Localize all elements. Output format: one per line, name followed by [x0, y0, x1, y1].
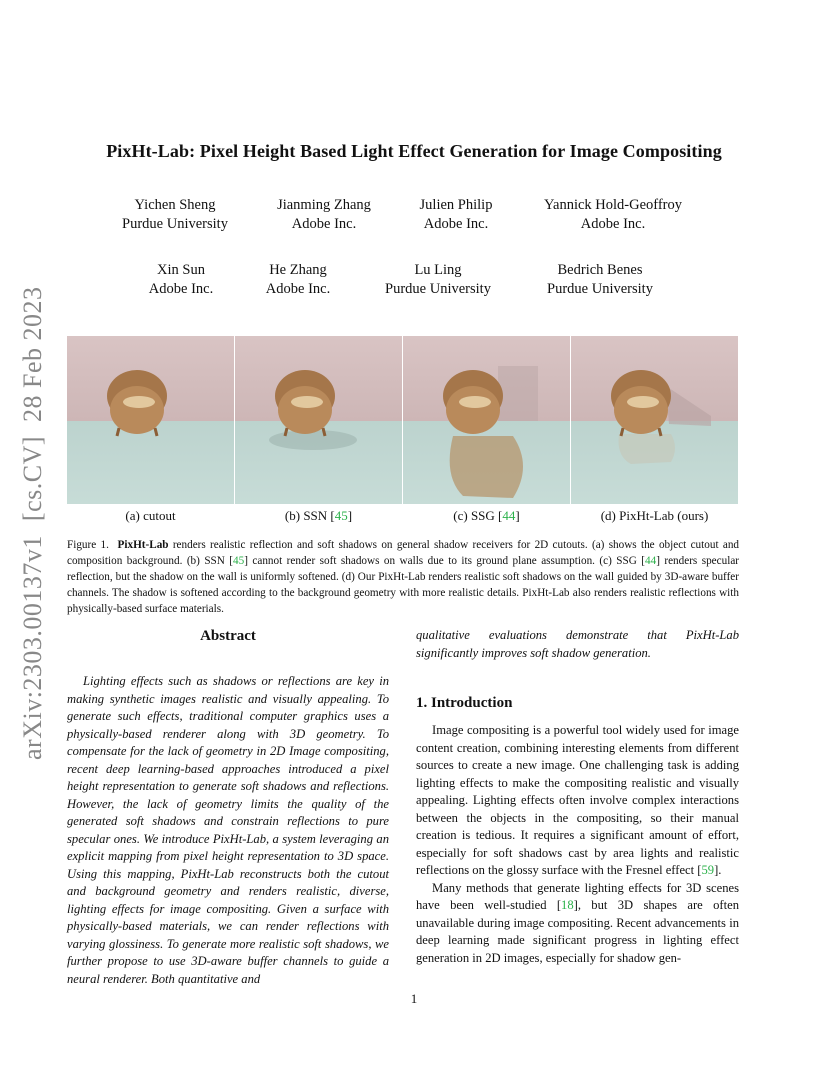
author-block	[396, 196, 516, 234]
author-block	[530, 261, 670, 299]
subfigure-caption: (c) SSG [44]	[453, 508, 520, 523]
author-block	[254, 196, 394, 234]
author-affiliation: Purdue University	[547, 281, 653, 297]
author-block	[526, 196, 700, 234]
subfigure-caption: (d) PixHt-Lab (ours)	[600, 508, 709, 523]
subfigure-caption: (b) SSN [45]	[284, 508, 353, 523]
paragraph: Image compositing is a powerful tool widely used for image content creation, combining interesting elements from different sources to create a new image. One challenging task is adding lighting effects to make the compositing realistic and visually appealing. Lighting effects often involve complex interactions between the objects in the compositing, so their manual creation is tedious. It requires a significant amount of effort, especially for soft shadows cast by area lights and realistic reflections on the glossy surface with the Fresnel effect [59].	[416, 723, 739, 877]
subfigure-caption: (a) cutout	[125, 508, 176, 523]
author-name: He Zhang	[269, 262, 327, 278]
citation-link[interactable]: 18	[561, 898, 574, 912]
citation-link[interactable]: 45	[233, 555, 245, 567]
author-name: Lu Ling	[414, 262, 462, 278]
author-name: Jianming Zhang	[277, 197, 371, 213]
figure-panel-ssn	[235, 336, 402, 504]
paragraph: Many methods that generate lighting effects for 3D scenes have been well-studied [18], but 3D shapes are often unavailable during image compositing. Recent advancements in deep learning made significant progress in lighting effect generation in 2D images, especially for shadow gen-	[416, 880, 739, 965]
chair-illustration	[235, 336, 402, 504]
paper-title: PixHt-Lab: Pixel Height Based Light Effect Generation for Image Compositing	[106, 141, 722, 161]
author-block	[100, 196, 250, 234]
chair-illustration	[571, 336, 738, 504]
author-block	[370, 261, 506, 299]
abstract-continuation: qualitative evaluations demonstrate that PixHt-Lab significantly improves soft shadow generation.	[416, 628, 739, 660]
citation-link[interactable]: 44	[645, 555, 657, 567]
author-block	[246, 261, 350, 299]
citation-link[interactable]: 44	[502, 508, 516, 523]
author-affiliation: Purdue University	[385, 281, 491, 297]
author-name: Xin Sun	[157, 262, 205, 278]
author-affiliation: Adobe Inc.	[148, 281, 214, 297]
chair-illustration	[67, 336, 234, 504]
author-name: Bedrich Benes	[557, 262, 643, 278]
introduction-text	[416, 722, 739, 967]
chair-illustration	[403, 336, 570, 504]
author-name: Yichen Sheng	[134, 197, 216, 213]
page-number: 1	[410, 991, 418, 1006]
arxiv-stamp: arXiv:2303.00137v1 [cs.CV] 28 Feb 2023	[18, 286, 47, 760]
author-block	[126, 261, 236, 299]
citation-link[interactable]: 59	[701, 863, 715, 877]
author-affiliation: Adobe Inc.	[423, 216, 489, 232]
author-name: Julien Philip	[419, 197, 493, 213]
figure-caption: Figure 1. PixHt-Lab renders realistic reflection and soft shadows on general shadow receivers for 2D cutouts. (a) shows the object cutout and composition background. (b) SSN [45] cannot render soft shadows on walls due to its ground plane assumption. (c) SSG [44] renders specular reflection, but the shadow on the wall is uniformly softened. (d) Our PixHt-Lab renders realistic soft shadows on the wall guided by 3D-aware buffer channels. The shadow is softened according to the background geometry with more realistic details. PixHt-Lab also renders realistic reflections with physically-based surface materials.	[67, 539, 740, 615]
author-name: Yannick Hold-Geoffroy	[543, 197, 682, 213]
section-heading: 1. Introduction	[416, 695, 513, 711]
abstract-text: Lighting effects such as shadows or reflections are key in making synthetic images realistic and visually appealing. To generate such effects, traditional computer graphics uses a physically-based renderer along with 3D geometry. To compensate for the lack of geometry in 2D Image compositing, recent deep learning-based approaches introduced a pixel height representation to generate soft shadows and reflections. However, the lack of geometry limits the quality of the generated soft shadows and constrain reflections to pure specular ones. We introduce PixHt-Lab, a system leveraging an explicit mapping from pixel height representation to 3D space. Using this mapping, PixHt-Lab reconstructs both the cutout and background geometry and renders realistic, diverse, lighting effects for image compositing. Given a surface with physically-based materials, we can render reflections with varying glossiness. To generate more realistic soft shadows, we further propose to use 3D-aware buffer channels to guide a neural renderer. Both quantitative and	[67, 674, 389, 986]
author-affiliation: Adobe Inc.	[291, 216, 357, 232]
figure-panel-ssg	[403, 336, 570, 504]
citation-link[interactable]: 45	[334, 508, 348, 523]
author-affiliation: Adobe Inc.	[265, 281, 331, 297]
author-affiliation: Adobe Inc.	[580, 216, 646, 232]
figure-panel-cutout	[67, 336, 234, 504]
abstract-heading: Abstract	[200, 628, 256, 644]
author-affiliation: Purdue University	[122, 216, 228, 232]
figure-panel-pixht-lab	[571, 336, 738, 504]
